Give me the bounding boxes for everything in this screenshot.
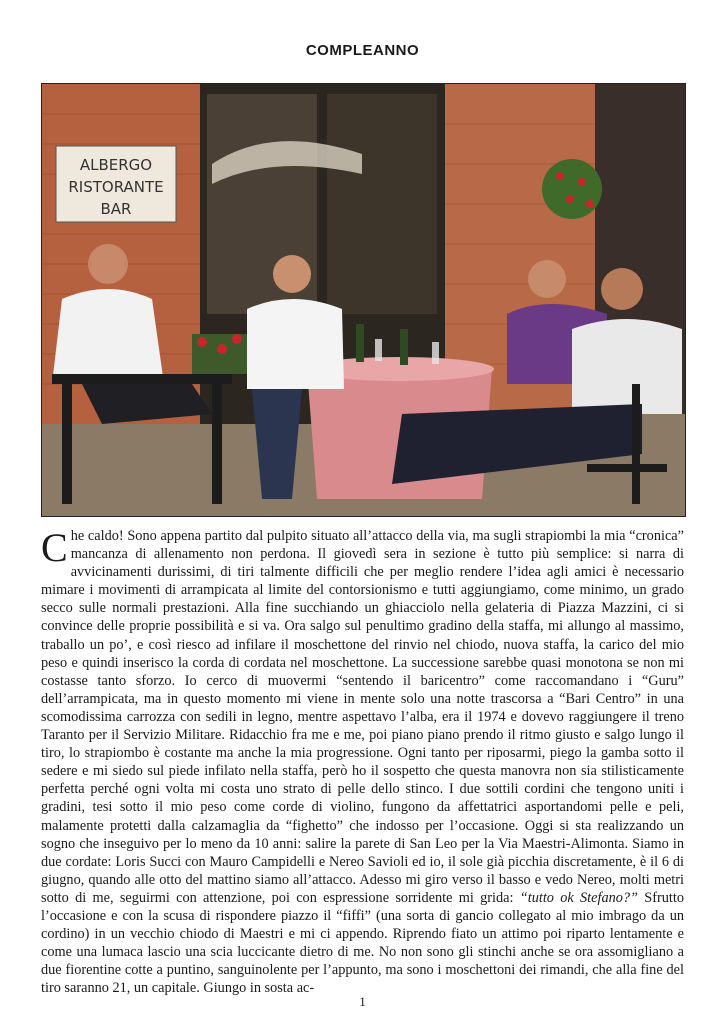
article-text-end: Sfrutto l’occasione e con la scusa di rispondere piazzo il “fiffi” (una sorta di gancio collegato al mio imbrago da un cordino) in un vecchio chiodo di Maestri e mi ci appendo. Riprendo fiato un attimo poi riparto lentamente e come una lumaca lascio una scia luccicante dietro di me. No non sono gli stinchi anche se ora assomigliano a due fiorentine cotte a puntino, sanguinolente per l’appunto, ma sono i moschettoni dei rimandi, che alla fine del tiro saranno 21, un capitale. Giungo in sosta ac- [41,889,684,997]
sign-line-3: BAR [100,200,132,218]
photograph [41,83,686,517]
article-paragraph [41,527,684,997]
article-text-start: he caldo! Sono appena partito dal pulpito situato all’attacco della via, ma sugli strapiombi la mia “cronica” mancanza di allenamento non perdona. Il giovedì sera in sezione è tutto più semplice: si narra di avvicinamenti durissimi, di tiri talmente difficili che per meglio rendere l’idea agli amici è necessario mimare i movimenti di arrampicata al limite del contorsionismo e tutti aggiungiamo, come minimo, un grado secco sulle normali prestazioni. Alla fine succhiando un ghiacciolo nella gelateria di Piazza Mazzini, ci si convince delle proprie possibilità e si va. Ora salgo sul penultimo gradino della staffa, mi allungo al massimo, traballo un po’, e così riesco ad infilare il moschettone del rinvio nel chiodo, nuova staffa, la carico del mio peso e quindi inserisco la corda di cordata nel moschettone. La successione sarebbe quasi monotona se non mi costasse tanto sforzo. Io cerco di muovermi “sentendo il baricentro” come raccomandano i “Guru” dell’arrampicata, ma in questo momento mi viene in mente solo una notte trascorsa a “Bari Centro” in una scomodissima carrozza con sedili in legno, mentre aspettavo l’alba, era il 1974 e dovevo raggiungere il treno Taranto per il Servizio Militare. Ridacchio fra me e me, poi piano piano prendo il ritmo giusto e salgo lungo il tiro, lo strapiombo è costante ma anche la mia progressione. Ogni tanto per riposarmi, piego la gamba sotto il sedere e mi siedo sul piede infilato nella staffa, però ho il sospetto che questa manovra non sia stilisticamente perfetta perché ogni volta mi costa uno strato di pelle dello stinco. I due sottili cordini che tengono uniti i gradini, tesi sotto il mio peso come corde di violino, fungono da affettatrici asportandomi pelle e peli, malamente protetti dalla calzamaglia da “fighetto” che indosso per l’occasione. Oggi si sta realizzando un sogno che inseguivo per lo meno da 10 anni: salire la parete di San Leo per la Via Maestri-Alimonta. Siamo in due cordate: Loris Succi con Mauro Campidelli e Nereo Savioli ed io, il sole già picchia discretamente, è il 6 di giugno, quando alle otto del mattino siamo all’attacco. Adesso mi giro verso il basso e vedo Nereo, molti metri sotto di me, seguirmi con attenzione, poi con espressione sorridente mi grida: [41,528,684,906]
sign-line-1: ALBERGO [79,156,153,174]
article-body [41,527,684,997]
page-number: 1 [359,994,366,1009]
article-quote: “tutto ok Stefano?” [519,889,638,906]
sign-line-2: RISTORANTE [68,178,164,196]
drop-cap: C [41,525,68,570]
page-title: COMPLEANNO [305,42,420,59]
